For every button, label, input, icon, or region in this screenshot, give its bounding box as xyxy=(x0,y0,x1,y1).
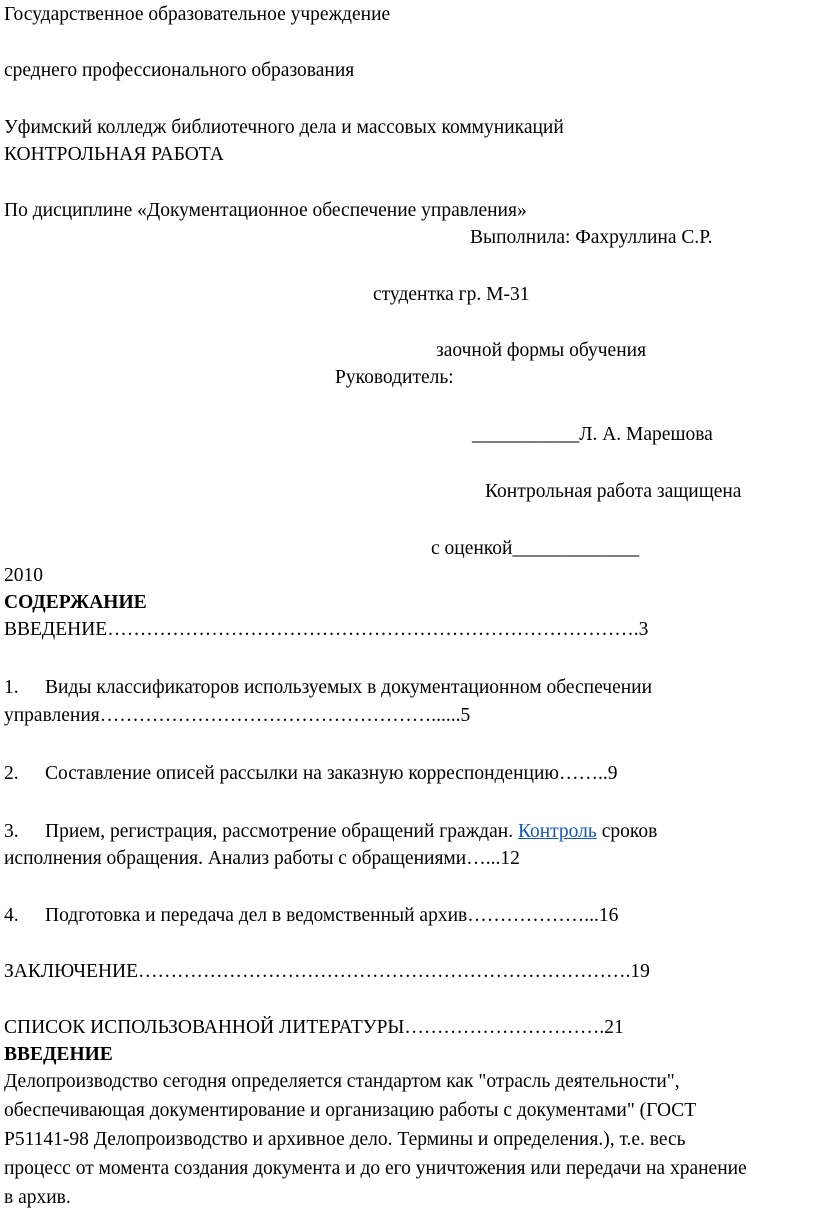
toc-item-4-text: Подготовка и передача дел в ведомственный архив………………...16 xyxy=(45,905,619,926)
toc-item-4-number: 4. xyxy=(4,905,19,926)
supervisor-name: ___________Л. А. Марешова xyxy=(472,424,713,445)
toc-conclusion: ЗАКЛЮЧЕНИЕ………………………………………………………………….19 xyxy=(4,961,650,982)
introduction-paragraph-line: Р51141-98 Делопроизводство и архивное дело. Термины и определения.), т.е. весь xyxy=(4,1129,686,1150)
introduction-heading: ВВЕДЕНИЕ xyxy=(4,1044,113,1065)
introduction-paragraph-line: Делопроизводство сегодня определяется стандартом как "отрасль деятельности", xyxy=(4,1071,680,1092)
study-form: заочной формы обучения xyxy=(436,340,647,361)
toc-item-1-text: Виды классификаторов используемых в документационном обеспечении xyxy=(45,677,653,698)
introduction-paragraph-line: процесс от момента создания документа и до его уничтожения или передачи на хранение xyxy=(4,1158,747,1179)
institution-line-1: Государственное образовательное учреждение xyxy=(4,4,391,25)
student-group: студентка гр. М-31 xyxy=(373,284,530,305)
discipline-line: По дисциплине «Документационное обеспечение управления» xyxy=(4,200,527,221)
grade-line: с оценкой_____________ xyxy=(431,538,640,559)
toc-item-1-number: 1. xyxy=(4,677,19,698)
defended-line: Контрольная работа защищена xyxy=(485,481,742,502)
year: 2010 xyxy=(4,565,43,586)
performed-by: Выполнила: Фахруллина С.Р. xyxy=(470,227,713,248)
toc-item-3-number: 3. xyxy=(4,821,19,842)
institution-line-2: среднего профессионального образования xyxy=(4,60,355,81)
introduction-paragraph-line: в архив. xyxy=(4,1187,71,1208)
toc-references: СПИСОК ИСПОЛЬЗОВАННОЙ ЛИТЕРАТУРЫ………………………….21 xyxy=(4,1017,624,1038)
toc-item-3-text-after: сроков xyxy=(601,821,658,842)
toc-item-3-line xyxy=(45,820,657,844)
toc-introduction: ВВЕДЕНИЕ……………………………………………………………………….3 xyxy=(4,619,649,640)
introduction-paragraph-line: обеспечивающая документирование и организацию работы с документами" (ГОСТ xyxy=(4,1100,697,1121)
college-name: Уфимский колледж библиотечного дела и массовых коммуникаций xyxy=(4,117,564,138)
toc-item-2-text: Составление описей рассылки на заказную корреспонденцию……..9 xyxy=(45,763,618,784)
work-type-title: КОНТРОЛЬНАЯ РАБОТА xyxy=(4,144,224,165)
toc-item-3-text-cont: исполнения обращения. Анализ работы с обращениями…...12 xyxy=(4,848,520,869)
toc-item-1-text-cont: управления……………………………………………......5 xyxy=(4,705,471,726)
supervisor-label: Руководитель: xyxy=(335,367,454,388)
toc-item-2-number: 2. xyxy=(4,763,19,784)
toc-item-3-text: Прием, регистрация, рассмотрение обращений граждан. xyxy=(45,821,514,842)
contents-heading: СОДЕРЖАНИЕ xyxy=(4,592,147,613)
control-link[interactable]: Контроль xyxy=(517,821,597,842)
